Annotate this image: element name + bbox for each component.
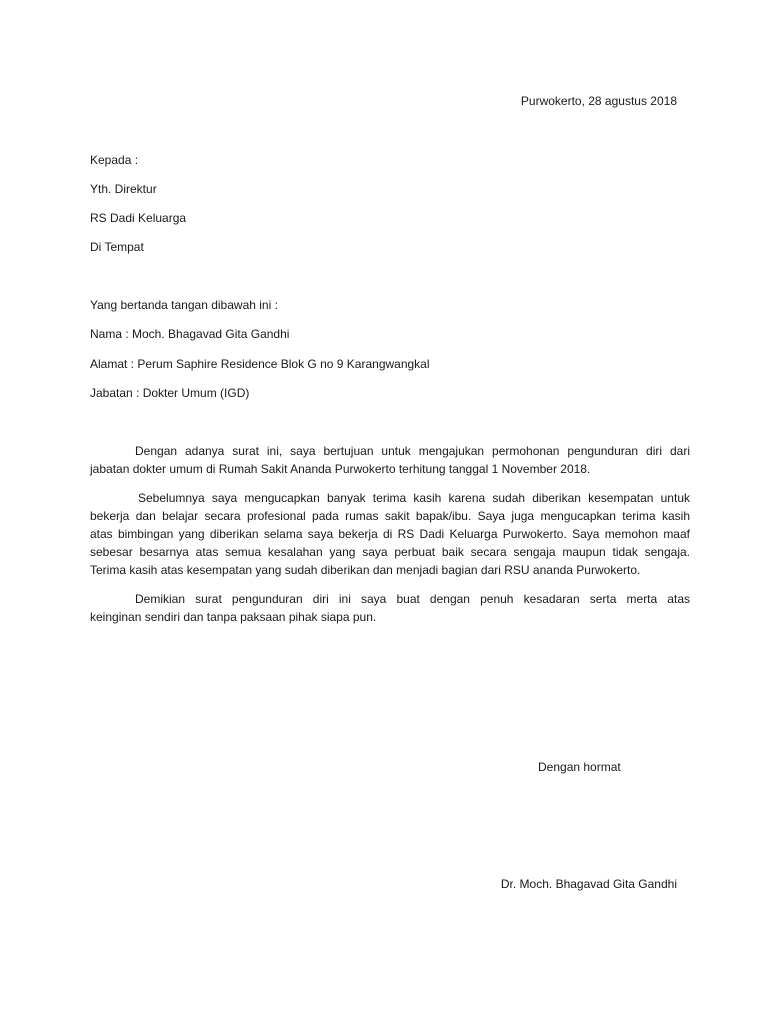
closing: Dengan hormat xyxy=(538,760,621,774)
identity-name: Nama : Moch. Bhagavad Gita Gandhi xyxy=(90,327,290,341)
recipient-line: Kepada : xyxy=(90,153,139,167)
paragraph-1-line: Dengan adanya surat ini, saya bertujuan untuk mengajukan permohonan pengunduran diri dari xyxy=(135,444,690,458)
identity-address: Alamat : Perum Saphire Residence Blok G no 9 Karangwangkal xyxy=(90,357,430,371)
paragraph-2-line: Sebelumnya saya mengucapkan banyak terima kasih karena sudah diberikan kesempatan untuk xyxy=(138,491,690,505)
recipient-line: Di Tempat xyxy=(90,240,144,254)
paragraph-2-line: atas bimbingan yang diberikan selama saya bekerja di RS Dadi Keluarga Purwokerto. Saya memohon maaf xyxy=(90,527,690,541)
recipient-line: Yth. Direktur xyxy=(90,182,157,196)
date-line: Purwokerto, 28 agustus 2018 xyxy=(520,94,677,108)
paragraph-2-line: sebesar besarnya atas semua kesalahan yang saya perbuat baik secara sengaja maupun tidak sengaja. xyxy=(90,545,690,559)
recipient-line: RS Dadi Keluarga xyxy=(90,211,187,225)
identity-intro: Yang bertanda tangan dibawah ini : xyxy=(90,298,278,312)
paragraph-2-line: Terima kasih atas kesempatan yang sudah diberikan dan menjadi bagian dari RSU ananda Purwokerto. xyxy=(90,563,641,577)
paragraph-2-line: bekerja dan belajar secara profesional pada rumas sakit bapak/ibu. Saya juga mengucapkan terima kasih xyxy=(90,509,690,523)
identity-position: Jabatan : Dokter Umum (IGD) xyxy=(90,386,250,400)
paragraph-1-line: jabatan dokter umum di Rumah Sakit Ananda Purwokerto terhitung tanggal 1 November 2018. xyxy=(90,462,591,476)
paragraph-3-line: Demikian surat pengunduran diri ini saya buat dengan penuh kesadaran serta merta atas xyxy=(135,592,690,606)
paragraph-3-line: keinginan sendiri dan tanpa paksaan pihak siapa pun. xyxy=(90,610,377,624)
signatory-name: Dr. Moch. Bhagavad Gita Gandhi xyxy=(500,877,677,891)
